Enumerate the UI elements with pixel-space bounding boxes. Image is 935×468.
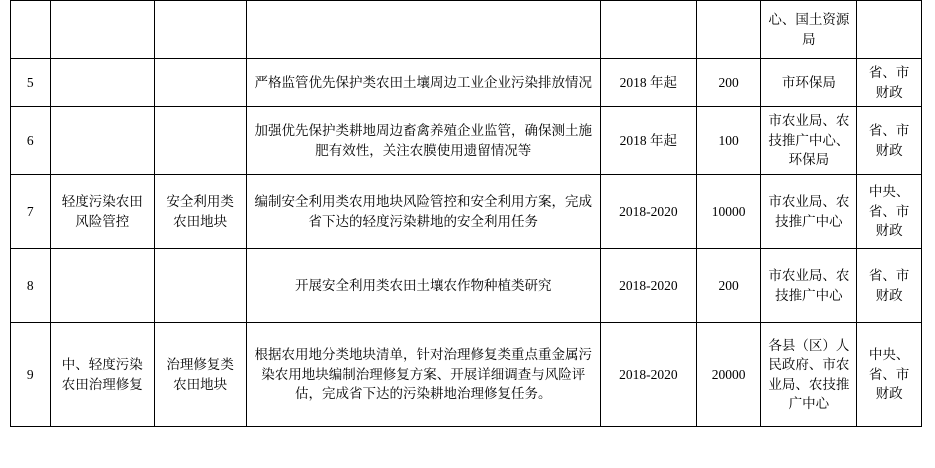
cell-org: 市农业局、农技推广中心 [761, 175, 857, 249]
cell-category [50, 107, 154, 175]
cell-money: 10000 [696, 175, 761, 249]
cell-deadline: 2018-2020 [600, 175, 696, 249]
cell-category: 轻度污染农田风险管控 [50, 175, 154, 249]
cell-task: 严格监管优先保护类农田土壤周边工业企业污染排放情况 [246, 59, 600, 107]
cell-money: 100 [696, 107, 761, 175]
tasks-table [10, 0, 922, 427]
table-row [11, 59, 922, 107]
cell-num: 7 [11, 175, 51, 249]
cell-deadline: 2018-2020 [600, 249, 696, 323]
cell-org: 各县（区）人民政府、市农业局、农技推广中心 [761, 323, 857, 427]
cell-landtype [154, 107, 246, 175]
cell-org: 心、国土资源局 [761, 1, 857, 59]
cell-num: 9 [11, 323, 51, 427]
cell-fund: 中央、省、市财政 [857, 175, 922, 249]
table-row [11, 1, 922, 59]
cell-deadline [600, 1, 696, 59]
cell-deadline: 2018 年起 [600, 59, 696, 107]
cell-category [50, 59, 154, 107]
table-row [11, 323, 922, 427]
cell-task: 加强优先保护类耕地周边畜禽养殖企业监管，确保测土施肥有效性，关注农膜使用遗留情况等 [246, 107, 600, 175]
cell-org: 市环保局 [761, 59, 857, 107]
cell-category: 中、轻度污染农田治理修复 [50, 323, 154, 427]
cell-money: 20000 [696, 323, 761, 427]
cell-landtype: 安全利用类农田地块 [154, 175, 246, 249]
cell-org: 市农业局、农技推广中心、环保局 [761, 107, 857, 175]
cell-money: 200 [696, 59, 761, 107]
cell-landtype [154, 249, 246, 323]
cell-task: 编制安全利用类农用地块风险管控和安全利用方案，完成省下达的轻度污染耕地的安全利用任务 [246, 175, 600, 249]
cell-task [246, 1, 600, 59]
cell-task: 开展安全利用类农田土壤农作物种植类研究 [246, 249, 600, 323]
cell-money [696, 1, 761, 59]
cell-num: 6 [11, 107, 51, 175]
cell-money: 200 [696, 249, 761, 323]
cell-fund [857, 1, 922, 59]
cell-landtype [154, 1, 246, 59]
cell-fund: 省、市财政 [857, 107, 922, 175]
cell-fund: 省、市财政 [857, 249, 922, 323]
cell-deadline: 2018-2020 [600, 323, 696, 427]
cell-num: 8 [11, 249, 51, 323]
cell-num [11, 1, 51, 59]
cell-task: 根据农用地分类地块清单，针对治理修复类重点重金属污染农用地块编制治理修复方案、开展详细调查与风险评估，完成省下达的污染耕地治理修复任务。 [246, 323, 600, 427]
cell-fund: 中央、省、市财政 [857, 323, 922, 427]
table-row [11, 107, 922, 175]
table-row [11, 249, 922, 323]
cell-org: 市农业局、农技推广中心 [761, 249, 857, 323]
cell-fund: 省、市财政 [857, 59, 922, 107]
cell-category [50, 249, 154, 323]
table-row [11, 175, 922, 249]
cell-num: 5 [11, 59, 51, 107]
cell-deadline: 2018 年起 [600, 107, 696, 175]
cell-landtype: 治理修复类农田地块 [154, 323, 246, 427]
cell-category [50, 1, 154, 59]
cell-landtype [154, 59, 246, 107]
